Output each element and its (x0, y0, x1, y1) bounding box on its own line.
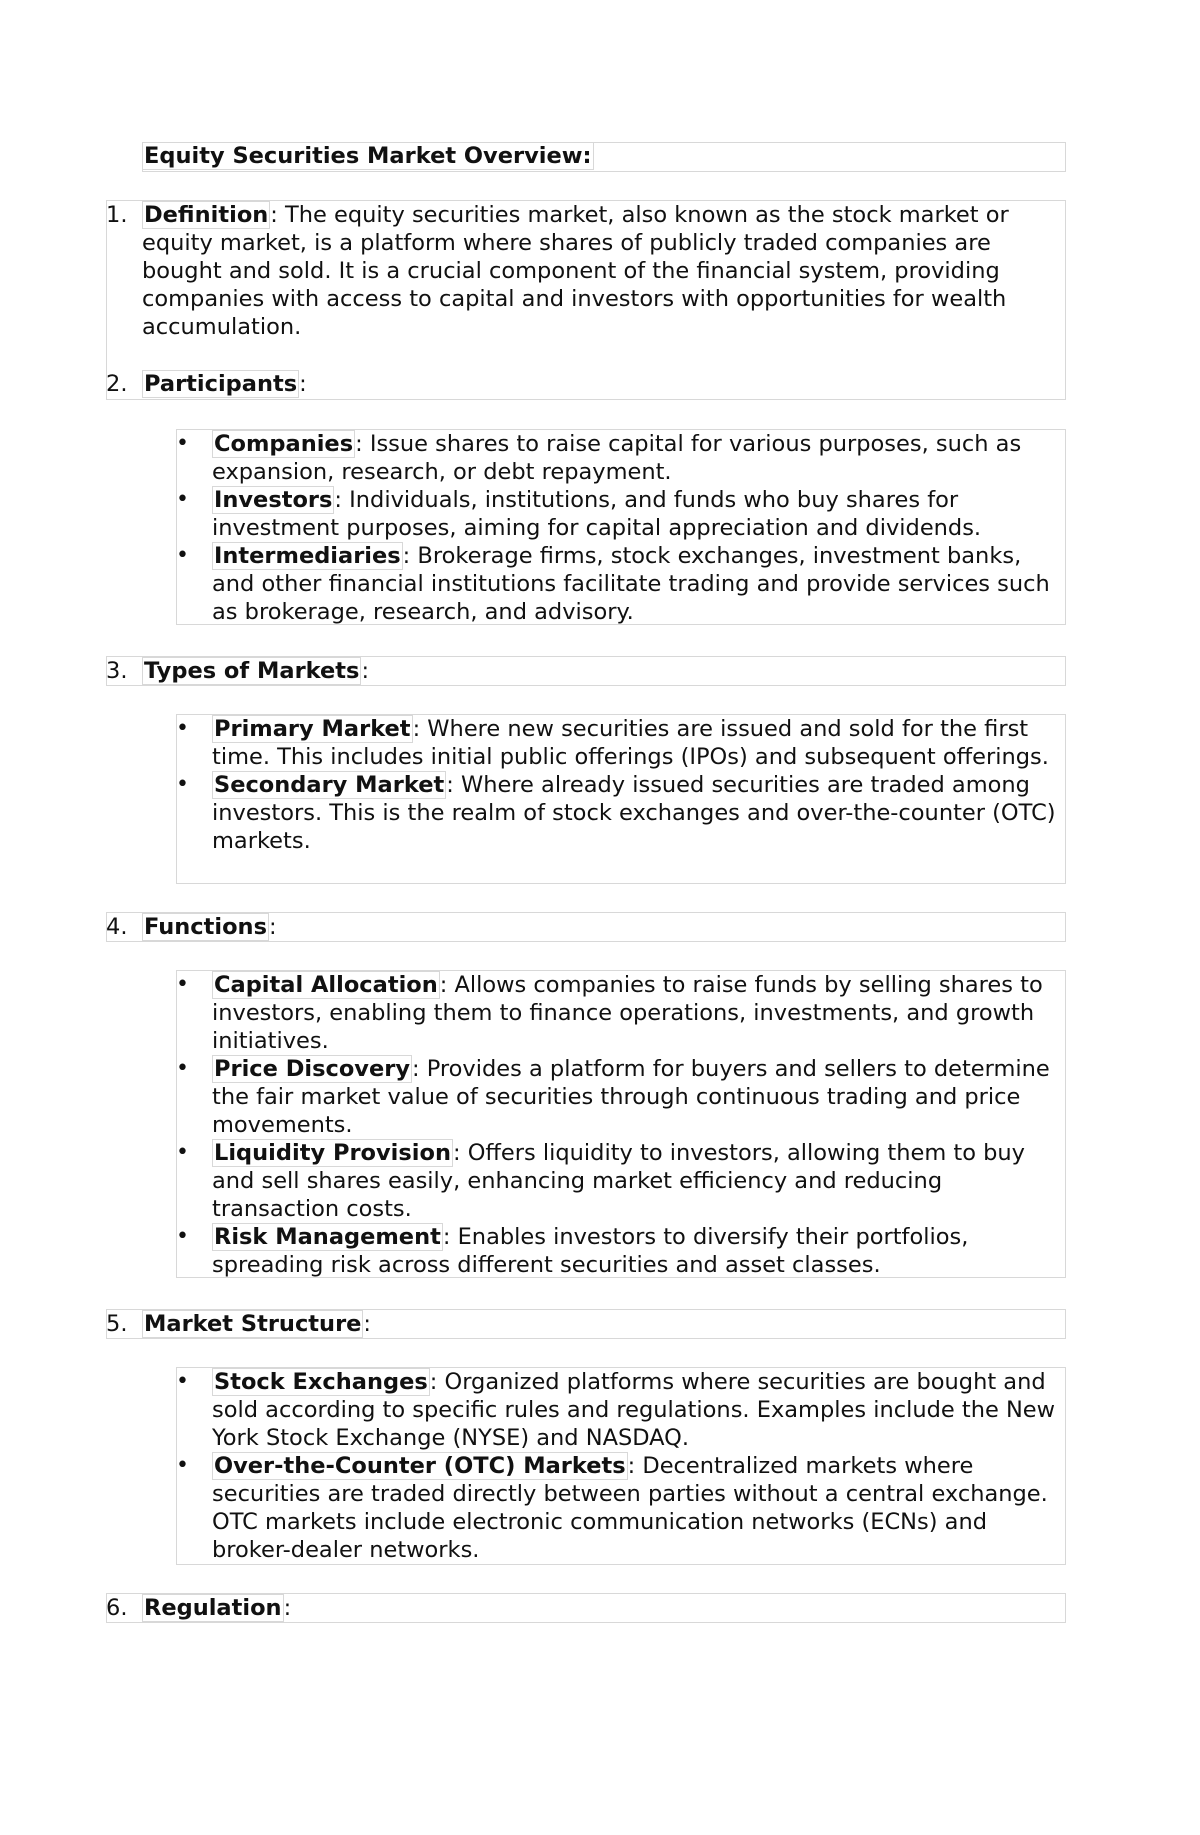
section-heading: Market Structure (144, 1311, 362, 1337)
section-definition (106, 201, 1066, 341)
list-item-term: Companies (214, 431, 354, 457)
list-item-term: Intermediaries (214, 543, 401, 569)
section-text: : (363, 1311, 372, 1337)
section-number: 2. (106, 371, 128, 397)
section-regulation (106, 1594, 1066, 1622)
list-item-text: : Individuals, institutions, and funds who buy shares for investment purposes, aiming for capital appreciation and dividends. (212, 487, 982, 541)
list-item (176, 715, 1066, 771)
section-number: 4. (106, 914, 128, 940)
list-item-term: Secondary Market (214, 772, 445, 798)
section-functions (106, 913, 1066, 941)
section-number: 6. (106, 1595, 128, 1621)
list-item-text: : Allows companies to raise funds by selling shares to investors, enabling them to finance operations, investments, and growth initiatives. (212, 972, 1043, 1054)
bullet-icon: • (176, 1453, 189, 1478)
bullet-icon: • (176, 716, 189, 741)
list-item-term: Over-the-Counter (OTC) Markets (214, 1453, 626, 1479)
section-heading: Definition (144, 202, 269, 228)
list-item-text: : Offers liquidity to investors, allowing them to buy and sell shares easily, enhancing market efficiency and reducing transaction costs. (212, 1140, 1025, 1222)
list-item (176, 542, 1066, 626)
list-item (176, 430, 1066, 486)
section-number: 3. (106, 658, 128, 684)
structure-list (176, 1368, 1066, 1564)
list-item-term: Capital Allocation (214, 972, 438, 998)
list-item (176, 1368, 1066, 1452)
list-item (176, 1139, 1066, 1223)
list-item-text: : Where already issued securities are traded among investors. This is the realm of stock exchanges and over-the-counter (OTC) markets. (212, 772, 1056, 854)
section-heading: Functions (144, 914, 267, 940)
document-title (142, 142, 1066, 172)
section-participants (106, 370, 1066, 398)
section-text: : (268, 914, 277, 940)
document-title-text: Equity Securities Market Overview: (144, 143, 592, 169)
bullet-icon: • (176, 1140, 189, 1165)
bullet-icon: • (176, 543, 189, 568)
bullet-icon: • (176, 1056, 189, 1081)
section-text: : (361, 658, 370, 684)
list-item-term: Primary Market (214, 716, 411, 742)
bullet-icon: • (176, 431, 189, 456)
bullet-icon: • (176, 972, 189, 997)
list-item-term: Price Discovery (214, 1056, 410, 1082)
list-item (176, 971, 1066, 1055)
list-item (176, 771, 1066, 855)
list-item-term: Liquidity Provision (214, 1140, 451, 1166)
list-item (176, 1055, 1066, 1139)
section-heading: Regulation (144, 1595, 282, 1621)
section-text: : (283, 1595, 292, 1621)
list-item-term: Investors (214, 487, 333, 513)
section-number: 1. (106, 202, 128, 228)
list-item (176, 1452, 1066, 1564)
bullet-icon: • (176, 1224, 189, 1249)
list-item-text: : Provides a platform for buyers and sellers to determine the fair market value of securities through continuous trading and price movements. (212, 1056, 1050, 1138)
bullet-icon: • (176, 772, 189, 797)
list-item-text: : Brokerage firms, stock exchanges, investment banks, and other financial institutions facilitate trading and provide services such as brokerage, research, and advisory. (212, 543, 1050, 625)
list-item (176, 1223, 1066, 1279)
bullet-icon: • (176, 1369, 189, 1394)
section-number: 5. (106, 1311, 128, 1337)
markets-list (176, 715, 1066, 855)
section-types-of-markets (106, 657, 1066, 685)
list-item-text: : Where new securities are issued and sold for the first time. This includes initial public offerings (IPOs) and subsequent offerings. (212, 716, 1049, 770)
functions-list (176, 971, 1066, 1279)
section-heading: Types of Markets (144, 658, 360, 684)
list-item (176, 486, 1066, 542)
list-item-term: Risk Management (214, 1224, 441, 1250)
list-item-term: Stock Exchanges (214, 1369, 428, 1395)
list-item-text: : Organized platforms where securities are bought and sold according to specific rules and regulations. Examples include the New York Stock Exchange (NYSE) and NASDAQ. (212, 1369, 1056, 1451)
participants-list (176, 430, 1066, 626)
bullet-icon: • (176, 487, 189, 512)
section-text: : (299, 371, 307, 397)
list-item-text: : Decentralized markets where securities are traded directly between parties without a central exchange. OTC markets include electronic communication networks (ECNs) and broker-dealer networks. (212, 1453, 1048, 1563)
section-text: : The equity securities market, also known as the stock market or equity market, is a platform where shares of publicly traded companies are bought and sold. It is a crucial component of the financial system, providing companies with access to capital and investors with opportunities for wealth accumulation. (142, 202, 1009, 340)
list-item-text: : Enables investors to diversify their portfolios, spreading risk across different securities and asset classes. (212, 1224, 969, 1278)
section-market-structure (106, 1310, 1066, 1338)
section-heading: Participants (144, 371, 298, 397)
list-item-text: : Issue shares to raise capital for various purposes, such as expansion, research, or debt repayment. (212, 431, 1022, 485)
